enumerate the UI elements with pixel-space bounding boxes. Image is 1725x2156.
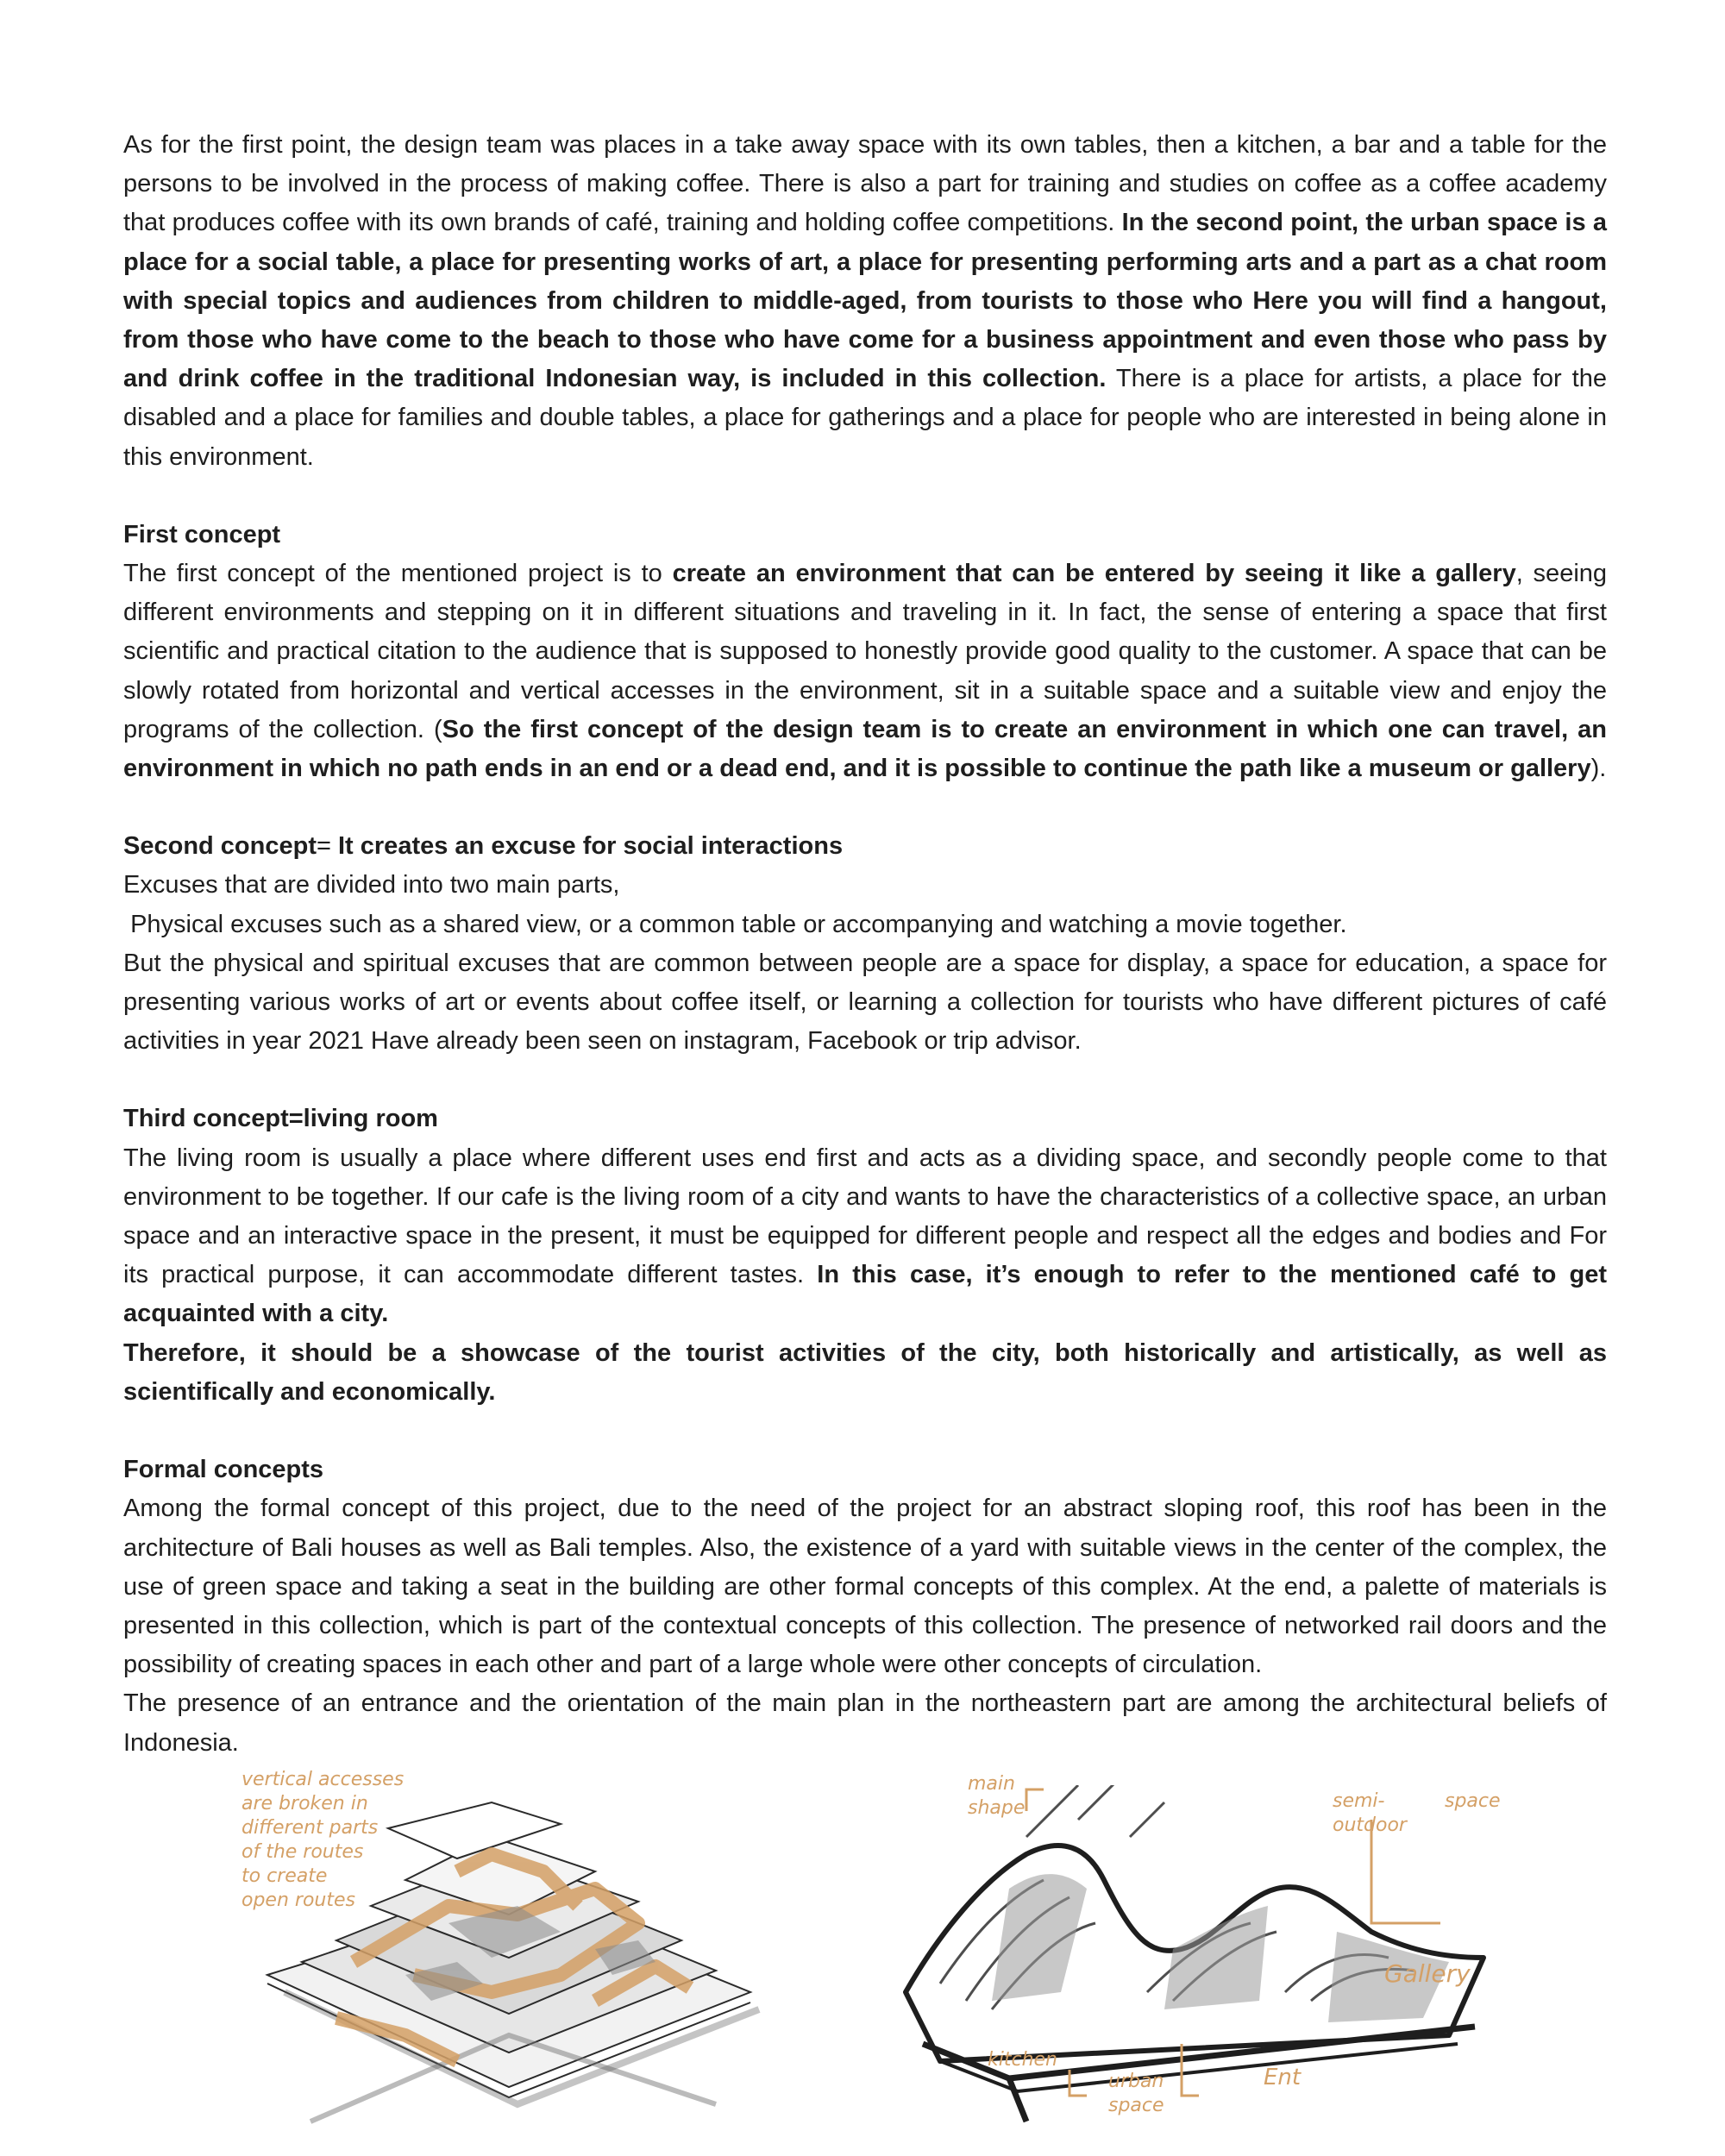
space-label: space (1445, 1790, 1501, 1812)
intro-bold-text: In the second point, the urban space is a place for a social table, a place for presenting works of art, a place for presenting performing arts and a part as a chat room with special topics and audiences from children to middle-aged, from tourists to those who Here you will find a hangout, from those who have come to the beach to those who have come for a business appointment and even those who pass by and drink coffee in the traditional Indonesian way, is included in this collection. (123, 209, 1607, 393)
third-concept-text: The living room is usually a place where different uses end first and acts as a dividing space, and secondly people come to that environment to be together. If our cafe is the living room of a city and wants to have the characteristics of a collective space, an urban space and an interactive space in the present, it must be equipped for different people and respect all the edges and bodies and For its practical purpose, it can accommodate different tastes. (123, 1144, 1607, 1289)
third-concept-bold-2: Therefore, it should be a showcase of the tourist activities of the city, both historically and artistically, as well as scientifically and economically. (123, 1338, 1607, 1406)
first-concept-bold-1: create an environment that can be entered by seeing it like a gallery (672, 560, 1516, 588)
third-concept-bold-1: In this case, it’s enough to refer to the mentioned café to get acquainted with a city. (123, 1261, 1607, 1328)
vertical-accesses-note: vertical accesses are broken in different parts of the routes to create open routes (242, 1769, 405, 1911)
third-concept-paragraph (123, 1139, 1607, 1334)
semi-outdoor-label: semi- outdoor (1333, 1790, 1407, 1836)
roof-form-sketch (888, 1785, 1509, 2130)
second-concept-line-2: Physical excuses such as a shared view, or a common table or accompanying and watching a movie together. (123, 910, 1347, 938)
first-concept-heading: First concept (123, 520, 281, 548)
intro-text-3: There is a place for artists, a place for the disabled and a place for families and double tables, a place for gatherings and a place for people who are interested in being alone in this environment. (123, 365, 1607, 471)
second-concept-line-1: Excuses that are divided into two main parts, (123, 871, 620, 899)
intro-text-1: As for the first point, the design team was places in a take away space with its own tables, then a kitchen, a bar and a table for the persons to be involved in the process of making coffee. There is also a part for training and studies on coffee as a coffee academy that produces coffee with its own brands of café, training and holding coffee competitions. (123, 131, 1607, 237)
entrance-label: Ent (1264, 2065, 1302, 2090)
second-concept-line-3: But the physical and spiritual excuses that are common between people are a space for display, a space for education, a space for presenting various works of art or events about coffee itself, or learning a collection for tourists who have different pictures of café activities in year 2021 Have already been seen on instagram, Facebook or trip advisor. (123, 949, 1607, 1056)
first-concept-bold-2: So the first concept of the design team is to create an environment in which one can travel, an environment in which no path ends in an end or a dead end, and it is possible to continue the path like a museum or gallery (123, 715, 1607, 783)
urban-space-label: urban space (1108, 2071, 1164, 2116)
second-concept-title: It creates an excuse for social interactions (338, 832, 844, 861)
gallery-label: Gallery (1384, 1959, 1471, 1988)
kitchen-label: kitchen (988, 2049, 1057, 2071)
second-concept-equals: = (317, 832, 331, 861)
first-concept-paragraph (123, 555, 1607, 788)
main-shape-label: main shape (968, 1773, 1026, 1819)
formal-concepts-heading: Formal concepts (123, 1456, 324, 1484)
first-concept-text-3: ). (1590, 755, 1607, 783)
second-concept-heading (123, 827, 1607, 866)
formal-concepts-paragraph-2: The presence of an entrance and the orientation of the main plan in the northeastern part are among the architectural beliefs of Indonesia. (123, 1689, 1607, 1757)
first-concept-text-2: , seeing different environments and stepping on it in different situations and traveling in it. In fact, the sense of entering a space that first scientific and practical citation to the audience that is supposed to honestly provide good quality to the customer. A space that can be slowly rotated from horizontal and vertical accesses in the environment, sit in a suitable space and a suitable view and enjoy the programs of the collection. ( (123, 560, 1608, 743)
third-concept-heading: Third concept=living room (123, 1105, 438, 1133)
document-body (123, 126, 1607, 1763)
second-concept-label: Second concept (123, 832, 317, 861)
formal-concepts-paragraph-1: Among the formal concept of this project, due to the need of the project for an abstract sloping roof, this roof has been in the architecture of Bali houses as well as Bali temples. Also, the existence of a yard with suitable views in the center of the complex, the use of green space and taking a seat in the building are other formal concepts of this complex. At the end, a palette of materials is presented in this collection, which is part of the contextual concepts of this collection. The presence of networked rail doors and the possibility of creating spaces in each other and part of a large whole were other concepts of circulation. (123, 1495, 1607, 1679)
intro-paragraph (123, 126, 1607, 477)
sketches-area (0, 1768, 1725, 2156)
third-concept-showcase (123, 1334, 1607, 1412)
first-concept-text-1: The first concept of the mentioned project is to (123, 560, 662, 588)
